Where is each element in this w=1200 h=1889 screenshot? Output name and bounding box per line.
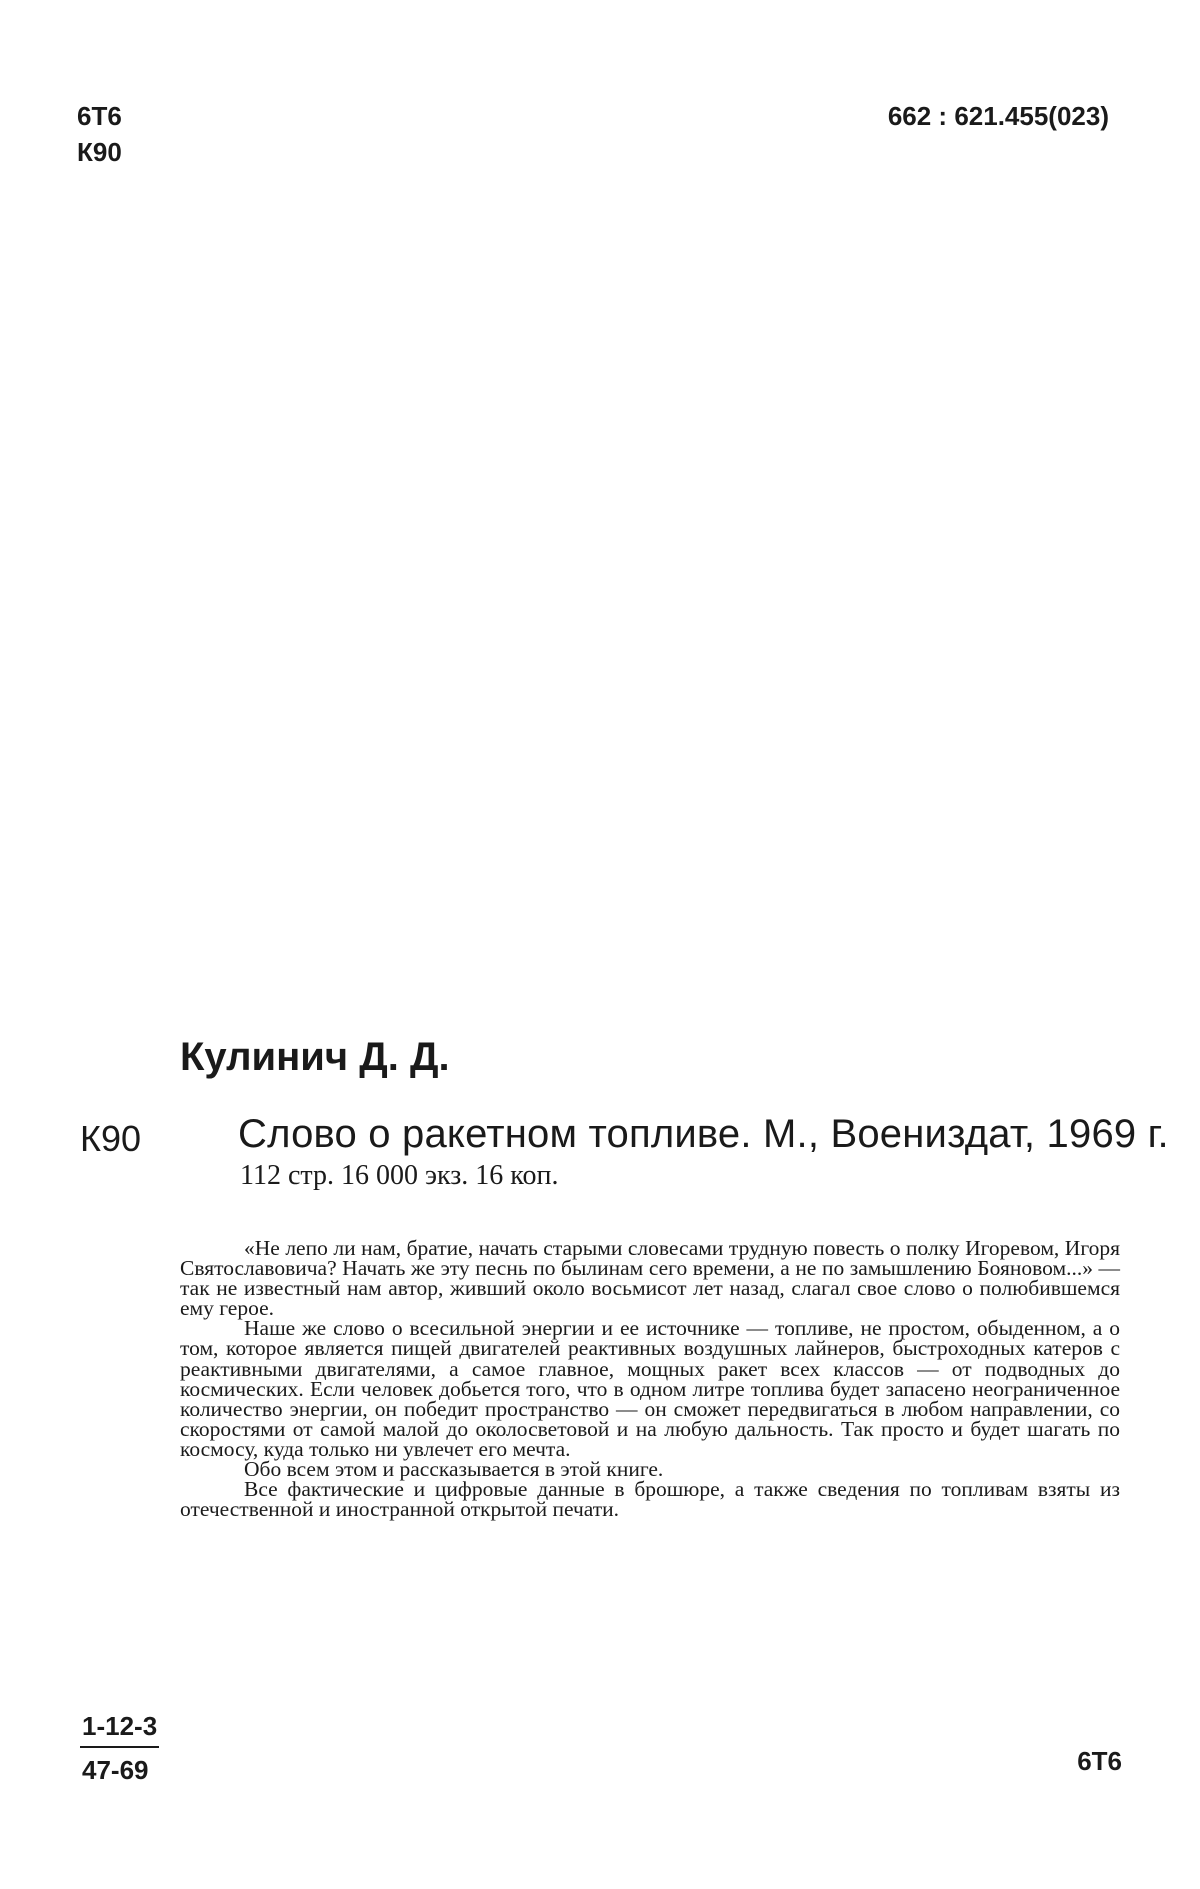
shelf-code: К90 (80, 1118, 142, 1159)
top-left-index-block (77, 98, 122, 170)
author-mark: К90 (77, 137, 122, 167)
author-name: Кулинич Д. Д. (180, 1035, 450, 1079)
abstract-paragraph: «Не лепо ли нам, братие, начать старыми словесами трудную повесть о полку Игоревом, Игоря Святославовича? Начать же эту песнь по былинам сего времени, а не по замышлению Бояновом...» — так не известный нам автор, живший около восьмисот лет назад, слагал свое слово о полюбившемся ему герое. (180, 1236, 1120, 1321)
book-title: Слово о ракетном топливе. М., Воениздат, 1969 г. (238, 1112, 1169, 1156)
book-imprint: 112 стр. 16 000 экз. 16 коп. (240, 1160, 559, 1191)
bbk-index: 6Т6 (77, 101, 122, 131)
abstract-paragraph: Наше же слово о всесильной энергии и ее источнике — топливе, не простом, обыденном, а о том, которое является пищей двигателей реактивных воздушных лайнеров, быстроходных катеров с реактивными двигателями, а самое главное, мощных ракет всех классов — от подводных до космических. Если человек добьется того, что в одном литре топлива будет запасено неограниченное количество энергии, он победит пространство — он сможет передвигаться в любом направлении, со скоростями от самой малой до околосветовой и на любую дальность. Так просто и будет шагать по космосу, куда только ни увлечет его мечта. (180, 1316, 1120, 1461)
abstract-paragraph: Обо всем этом и рассказывается в этой книге. (244, 1457, 664, 1482)
publisher-code-bottom: 47-69 (82, 1755, 149, 1785)
abstract-text (180, 1236, 1120, 1522)
footer-bbk-index: 6Т6 (1077, 1746, 1122, 1776)
publisher-code-fraction (80, 1708, 159, 1788)
abstract-paragraph: Все фактические и цифровые данные в брошюре, а также сведения по топливам взяты из отечественной и иностранной открытой печати. (180, 1477, 1120, 1522)
fraction-divider (80, 1746, 159, 1748)
publisher-code-top: 1-12-3 (82, 1711, 158, 1741)
udc-code: 662 : 621.455(023) (887, 101, 1109, 131)
